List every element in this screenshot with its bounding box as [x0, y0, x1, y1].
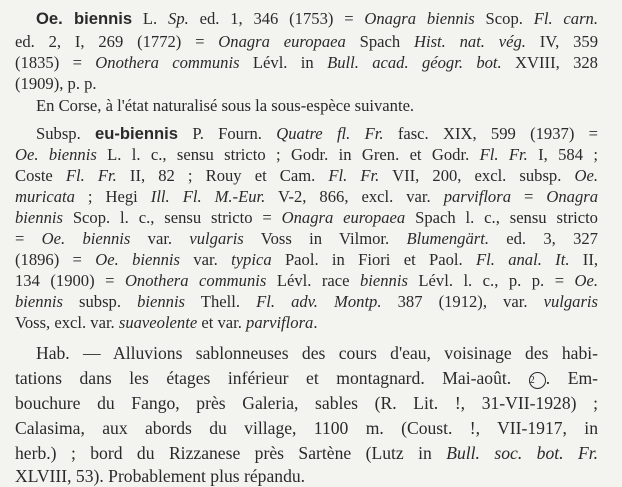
- entry-line-3: (1835) = Onothera communis Lévl. in Bull. acad. géogr. bot. XVIII, 328: [15, 53, 598, 72]
- habitat-line-1: Hab. — Alluvions sablonneuses des cours d'eau, voisinage des habi-: [36, 343, 598, 363]
- subsp-line-9: biennis subsp. biennis Thell. Fl. adv. Montp. 387 (1912), var. vulgaris: [15, 292, 598, 311]
- species-name: Oe. biennis: [36, 9, 133, 28]
- subsp-line-7: (1896) = Oe. biennis var. typica Paol. in Fiori et Paol. Fl. anal. It. II,: [15, 250, 598, 269]
- distribution-note: En Corse, à l'état naturalisé sous la sous-espèce suivante.: [36, 96, 415, 115]
- subsp-line-6: = Oe. biennis var. vulgaris Voss in Vilmor. Blumengärt. ed. 3, 327: [15, 229, 598, 248]
- habitat-line-5: herb.) ; bord du Rizzanese près Sartène (Lutz in Bull. soc. bot. Fr.: [15, 443, 598, 463]
- entry-line-4: (1909), p. p.: [15, 74, 97, 93]
- entry-line-2: ed. 2, I, 269 (1772) = Onagra europaea Spach Hist. nat. vég. IV, 359: [15, 32, 598, 51]
- habitat-line-2: tations dans les étages inférieur et montagnard. Mai-août. 2 . Em-: [15, 368, 599, 388]
- biennial-symbol: 2: [529, 372, 546, 389]
- entry-line-1: Oe. biennis L. Sp. ed. 1, 346 (1753) = Onagra biennis Scop. Fl. carn.: [36, 9, 598, 28]
- subspecies-name: eu-biennis: [95, 124, 179, 143]
- habitat-line-4: Calasima, aux abords du village, 1100 m. (Coust. !, VII-1917, in: [15, 418, 598, 438]
- subsp-line-4: muricata ; Hegi Ill. Fl. M.-Eur. V-2, 866, excl. var. parviflora = Onagra: [15, 187, 599, 206]
- subsp-line-8: 134 (1900) = Onothera communis Lévl. race biennis Lévl. l. c., p. p. = Oe.: [15, 271, 599, 290]
- subsp-line-10: Voss, excl. var. suaveolente et var. parviflora.: [15, 313, 318, 332]
- subsp-line-5: biennis Scop. l. c., sensu stricto = Onagra europaea Spach l. c., sensu stricto: [15, 208, 598, 227]
- subsp-line-1: Subsp. eu-biennis P. Fourn. Quatre fl. Fr. fasc. XIX, 599 (1937) =: [36, 124, 599, 143]
- subsp-line-3: Coste Fl. Fr. II, 82 ; Rouy et Cam. Fl. Fr. VII, 200, excl. subsp. Oe.: [15, 166, 598, 185]
- habitat-line-3: bouchure du Fango, près Galeria, sables (R. Lit. !, 31-VII-1928) ;: [15, 393, 598, 413]
- habitat-line-6: XLVIII, 53). Probablement plus répandu.: [15, 466, 306, 486]
- subsp-line-2: Oe. biennis L. l. c., sensu stricto ; Godr. in Gren. et Godr. Fl. Fr. I, 584 ;: [15, 145, 598, 164]
